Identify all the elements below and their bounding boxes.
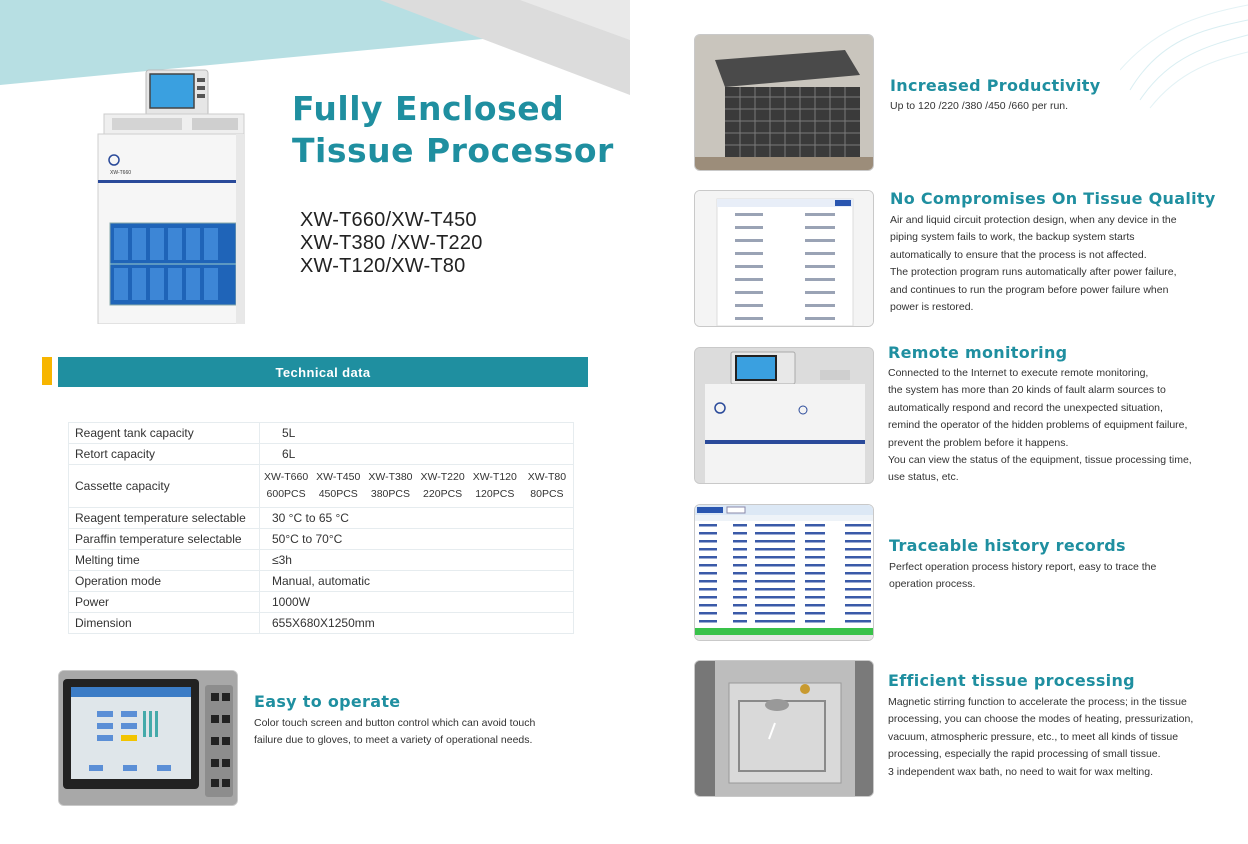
spec-value: 30 °C to 65 °C <box>260 508 574 529</box>
cassette-count: 380PCS <box>370 488 410 500</box>
machine-badge: XW-T660 <box>110 170 132 176</box>
efficient-title: Efficient tissue processing <box>888 671 1135 690</box>
table-row <box>69 550 574 571</box>
cassette-counts <box>260 486 573 503</box>
cassette-model: XW-T80 <box>527 471 567 483</box>
cassette-count: 220PCS <box>423 488 463 500</box>
history-text: Perfect operation process history report, easy to trace the operation process. <box>889 561 1157 591</box>
table-row <box>69 571 574 592</box>
productivity-title: Increased Productivity <box>890 76 1101 95</box>
remote-monitoring-title: Remote monitoring <box>888 343 1068 362</box>
cassette-model: XW-T450 <box>316 471 361 483</box>
model-list <box>300 209 483 278</box>
page-title <box>292 88 614 172</box>
cassette-models <box>260 469 573 486</box>
touchscreen-photo <box>58 670 238 806</box>
model-line: XW-T120/XW-T80 <box>300 255 466 277</box>
table-row <box>69 444 574 465</box>
tissue-processor-image <box>96 68 246 324</box>
spec-value: 50°C to 70°C <box>260 529 574 550</box>
table-row <box>69 613 574 634</box>
efficient-text: Magnetic stirring function to accelerate the process; in the tissue processing, you can choose the modes of heating, pressurization, vacuum, atmospheric pressure, etc., to meet all kinds of tissue processing, especially the rapid processing of small tissue. 3 independent wax bath, no need to wait for wax melting. <box>888 696 1194 778</box>
spec-label: Operation mode <box>69 571 260 592</box>
retort-photo <box>694 660 874 797</box>
spec-value: 1000W <box>260 592 574 613</box>
quality-text: Air and liquid circuit protection design, when any device in the piping system fails to work, the backup system starts automatically to ensure that the process is not affected. The protection program runs automatically after power failure, and continues to run the program before power failure when power is restored. <box>890 214 1177 314</box>
title-line-1: Fully Enclosed <box>292 89 565 128</box>
spec-label: Dimension <box>69 613 260 634</box>
spec-label: Retort capacity <box>69 444 260 465</box>
cassette-count: 80PCS <box>530 488 564 500</box>
spec-label: Reagent tank capacity <box>69 423 260 444</box>
section-accent-bar <box>42 357 52 385</box>
cassette-model: XW-T660 <box>264 471 309 483</box>
spec-table <box>68 422 574 634</box>
spec-label: Power <box>69 592 260 613</box>
spec-label: Paraffin temperature selectable <box>69 529 260 550</box>
cassette-count: 600PCS <box>266 488 306 500</box>
decorative-wave <box>1120 0 1248 110</box>
technical-data-heading: Technical data <box>58 357 588 387</box>
cassette-model: XW-T120 <box>472 471 517 483</box>
cassette-count: 120PCS <box>475 488 515 500</box>
cassette-grid <box>260 465 574 508</box>
model-line: XW-T660/XW-T450 <box>300 209 477 231</box>
spec-value: ≤3h <box>260 550 574 571</box>
easy-to-operate-text: Color touch screen and button control which can avoid touch failure due to gloves, to meet a variety of operational needs. <box>254 717 536 747</box>
alarm-screen-photo <box>694 190 874 327</box>
remote-monitoring-text: Connected to the Internet to execute remote monitoring, the system has more than 20 kinds of fault alarm sources to automatically respond and record the unexpected situation, remind the operator of the hidden problems of equipment failure, prevent the problem before it happens. You can view the status of the equipment, tissue processing time, use status, etc. <box>888 367 1192 484</box>
quality-title: No Compromises On Tissue Quality <box>890 189 1216 208</box>
spec-value: 6L <box>260 444 574 465</box>
table-row <box>69 423 574 444</box>
spec-label: Cassette capacity <box>69 465 260 508</box>
table-row <box>69 592 574 613</box>
spec-label: Melting time <box>69 550 260 571</box>
model-line: XW-T380 /XW-T220 <box>300 232 483 254</box>
spec-value: 5L <box>260 423 574 444</box>
history-title: Traceable history records <box>889 536 1126 555</box>
history-records-photo <box>694 504 874 641</box>
remote-monitoring-photo <box>694 347 874 484</box>
table-row <box>69 465 574 508</box>
spec-label: Reagent temperature selectable <box>69 508 260 529</box>
title-line-2: Tissue Processor <box>292 131 614 170</box>
spec-value: Manual, automatic <box>260 571 574 592</box>
basket-photo <box>694 34 874 171</box>
cassette-model: XW-T380 <box>368 471 413 483</box>
spec-value: 655X680X1250mm <box>260 613 574 634</box>
easy-to-operate-title: Easy to operate <box>254 692 401 711</box>
cassette-model: XW-T220 <box>420 471 465 483</box>
table-row <box>69 529 574 550</box>
table-row <box>69 508 574 529</box>
cassette-count: 450PCS <box>318 488 358 500</box>
productivity-text: Up to 120 /220 /380 /450 /660 per run. <box>890 100 1069 112</box>
